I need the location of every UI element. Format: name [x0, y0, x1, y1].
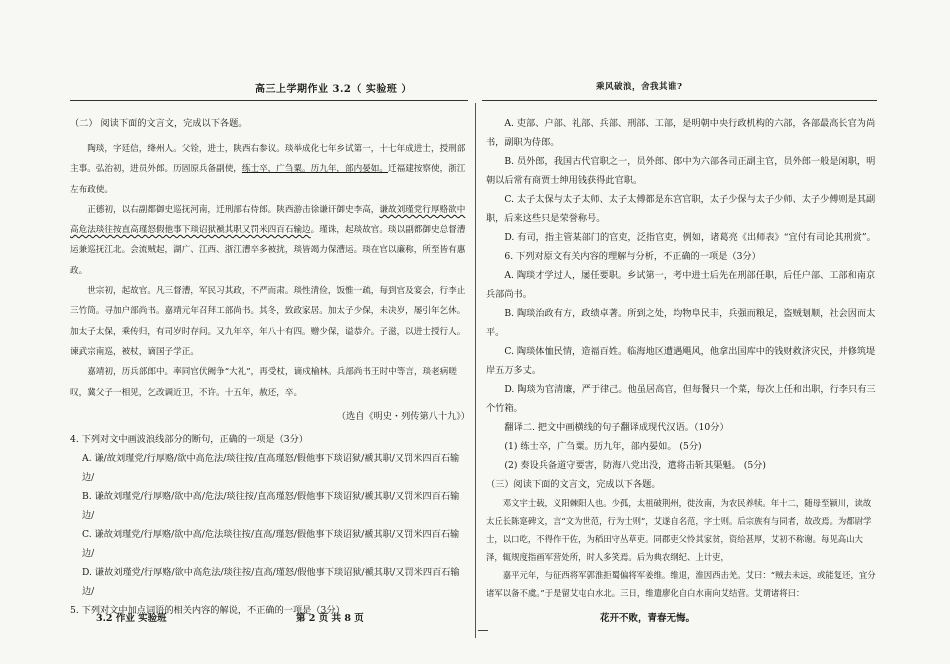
- left-page-header: 高三上学期作业 3.2（ 实验班 ）: [255, 84, 412, 95]
- classical-passage: [70, 139, 470, 403]
- footer-dash: [478, 630, 488, 631]
- question-6-option-d: D. 陶琰为官清廉，严于律己。他虽居高官，但每餐只一个菜，每次上任和出职，行李只有三个竹箱。: [486, 384, 876, 414]
- wavy-underlined-sentence: 谦故刘瑾党行厚赂欲中高危法琰往按直高瑾怒假他事下琰诏狱褫其职又罚米四百石输边: [70, 204, 466, 236]
- question-4-option-c: C. 谦故刘瑾党/行厚赂/欲中高/危法琰往按/直高/瑾怒/假他事下琰诏狱/褫其职/又罚米四百石输边/: [82, 528, 460, 559]
- underlined-sentence: 练士卒，广刍粟。历九年，部内晏如。: [241, 164, 388, 175]
- section-3-intro: （三）阅读下面的文言文，完成以下各题。: [486, 479, 661, 490]
- question-4-stem: 4. 下列对文中画波浪线部分的断句，正确的一项是（3分）: [70, 433, 309, 445]
- classical-passage-2: [486, 494, 878, 602]
- left-header-rule: [70, 100, 468, 101]
- footer-left-label: 3.2 作业 实验班: [96, 613, 167, 624]
- question-6-stem: 6. 下列对原文有关内容的理解与分析，不正确的一项是（3分）: [504, 251, 761, 262]
- question-4-option-a: A. 谦/故刘瑾党/行厚赂/欲中高危法/琰往按/直高瑾怒/假他事下琰诏狱/褫其职/又罚米四百石输边/: [82, 452, 460, 483]
- right-page-header: 乘风破浪，舍我其谁?: [596, 82, 683, 92]
- footer-slogan: 花开不败，青春无悔。: [600, 613, 696, 624]
- question-6-option-c: C. 陶琰体恤民情，造福百姓。临海地区遭遇飓风，他拿出国库中的钱财救济灾民，并修筑堤岸五万多丈。: [486, 346, 876, 376]
- section-intro: （二） 阅读下面的文言文，完成以下各题。: [70, 118, 248, 129]
- passage-paragraph: 嘉靖初，历兵部郎中。率同官伏阙争“大礼”，再受杖，谪戍榆林。兵部尚书王时中等言，琰老病嗟叹，冀父子一相见，乞改调近卫，不许。十五年，赦还，卒。: [70, 367, 457, 398]
- footer-page-number: 第 2 页 共 8 页: [296, 613, 364, 624]
- question-6-option-a: A. 陶琰才学过人，屡任要职。乡试第一，考中进士后先在刑部任职，后任户部、工部和南京兵部尚书。: [486, 270, 876, 300]
- question-4-option-d: D. 谦故刘瑾党/行厚赂/欲中高危法/琰往按/直高/瑾怒/假他事下琰诏狱/褫其职/又罚米四百石输边/: [82, 566, 460, 597]
- right-header-rule: [482, 100, 877, 101]
- column-divider: [475, 103, 476, 638]
- question-5-option-c: C. 太子太保与太子太师、太子太傅都是东宫官职，太子少保与太子少师、太子少傅则是其副职，后来这些只是荣誉称号。: [486, 194, 876, 224]
- question-7-item-1: (1) 练士卒，广刍粟。历九年，部内晏如。 (5分): [504, 441, 702, 452]
- passage-paragraph: 正德初，以右副都御史巡抚河南，迁刑部右侍郎。陕西游击徐谦讦御史李高，谦故刘瑾党行厚赂欲中高危法琰往按直高瑾怒假他事下琰诏狱褫其职又罚米四百石输边。瑾诛，起琰故官。琰以副都御史总督漕运兼巡抚江北。会流贼起，湖广、江西、浙江漕卒多被扰，琰皆竭力保漕运。琰在官以廉称，所至皆有惠政。: [70, 204, 466, 276]
- passage-paragraph: 陶琰，字廷信，绛州人。父铨，进士，陕西右参议。琰举成化七年乡试第一，十七年成进士，授刑部主事。弘治初，进员外郎。历固原兵备副使，练士卒，广刍粟。历九年，部内晏如。迁福建按察使，浙江左布政使。: [70, 144, 466, 195]
- left-column: [70, 114, 470, 620]
- passage-paragraph: 世宗初，起故官。凡三督漕，军民习其政，不严而肃。琰性清俭，饭惟一疏，每到官及宴会，行李止三竹筒。寻加户部尚书。嘉靖元年召拜工部尚书。其冬，致政家居。加太子少保，未决岁，屡引年乞休。加太子太保，乘传归，有司岁时存问。又九年卒，年八十有四。赠少保，谥恭介。子滋，以进士授行人。谏武宗南巡，被杖，谪国子学正。: [70, 286, 466, 357]
- question-5-option-b: B. 员外郎，我国古代官职之一，员外郎、郎中为六部各司正副主官，员外郎一般是闲职，明朝以后常有商贾士绅用钱获得此官职。: [486, 156, 876, 186]
- question-5-stem: 5. 下列对文中加点词语的相关内容的解说，不正确的一项是（3分）: [70, 604, 345, 616]
- question-7-item-2: (2) 奏设兵备道守要害，防海八党出没，遣将击斩其渠魁。 (5分): [504, 460, 766, 471]
- question-5-option-a: A. 吏部、户部、礼部、兵部、刑部、工部，是明朝中央行政机构的六部，各部最高长官为尚书，副职为侍郎。: [486, 118, 876, 148]
- passage-2-paragraph: 嘉平元年，与征西将军郭淮拒蜀偏将军姜维。维退，淮因西击羌。艾曰：“贼去未远，或能复还，宜分诸军以备不虞。”于是留艾屯白水北。三日，维遣廖化自白水南向艾结营。艾谓诸将曰：: [486, 570, 876, 598]
- question-6-option-b: B. 陶琰治政有方，政绩卓著。所到之处，均物阜民丰，兵强而粮足，盗贼刬顺，社会因而太平。: [486, 308, 876, 338]
- passage-source: （选自《明史・列传第八十九》）: [336, 410, 470, 422]
- right-column: [486, 114, 878, 602]
- question-4-option-b: B. 谦故刘瑾党/行厚赂/欲中高/危法/琰往按/直高瑾怒/假他事下琰诏狱/褫其职/又罚米四百石输边/: [82, 490, 460, 521]
- question-5-option-d: D. 有司，指主管某部门的官吏，泛指官吏，例如，诸葛亮《出师表》“宜付有司论其刑赏”。: [504, 232, 876, 243]
- passage-2-paragraph: 邓文宇士载，义阳棘阳人也。少孤，太祖破荆州，徙汝南，为农民养犊。年十二，随母至颍川，读故太丘长陈寔碑文，言“文为世范，行为士则”，艾遂自名范，字士则。后宗族有与同者，故改焉。为都尉学士，以口吃，不得作干佐，为稻田守丛草吏。同郡吏父怜其家贫，资给甚厚，艾初不称谢。每见高山大泽，辄规度指画军营处所，时人多笑焉。后为典农纲纪、上计吏，: [486, 498, 872, 562]
- question-7-stem: 翻译二. 把文中画横线的句子翻译成现代汉语。（10分）: [504, 422, 729, 433]
